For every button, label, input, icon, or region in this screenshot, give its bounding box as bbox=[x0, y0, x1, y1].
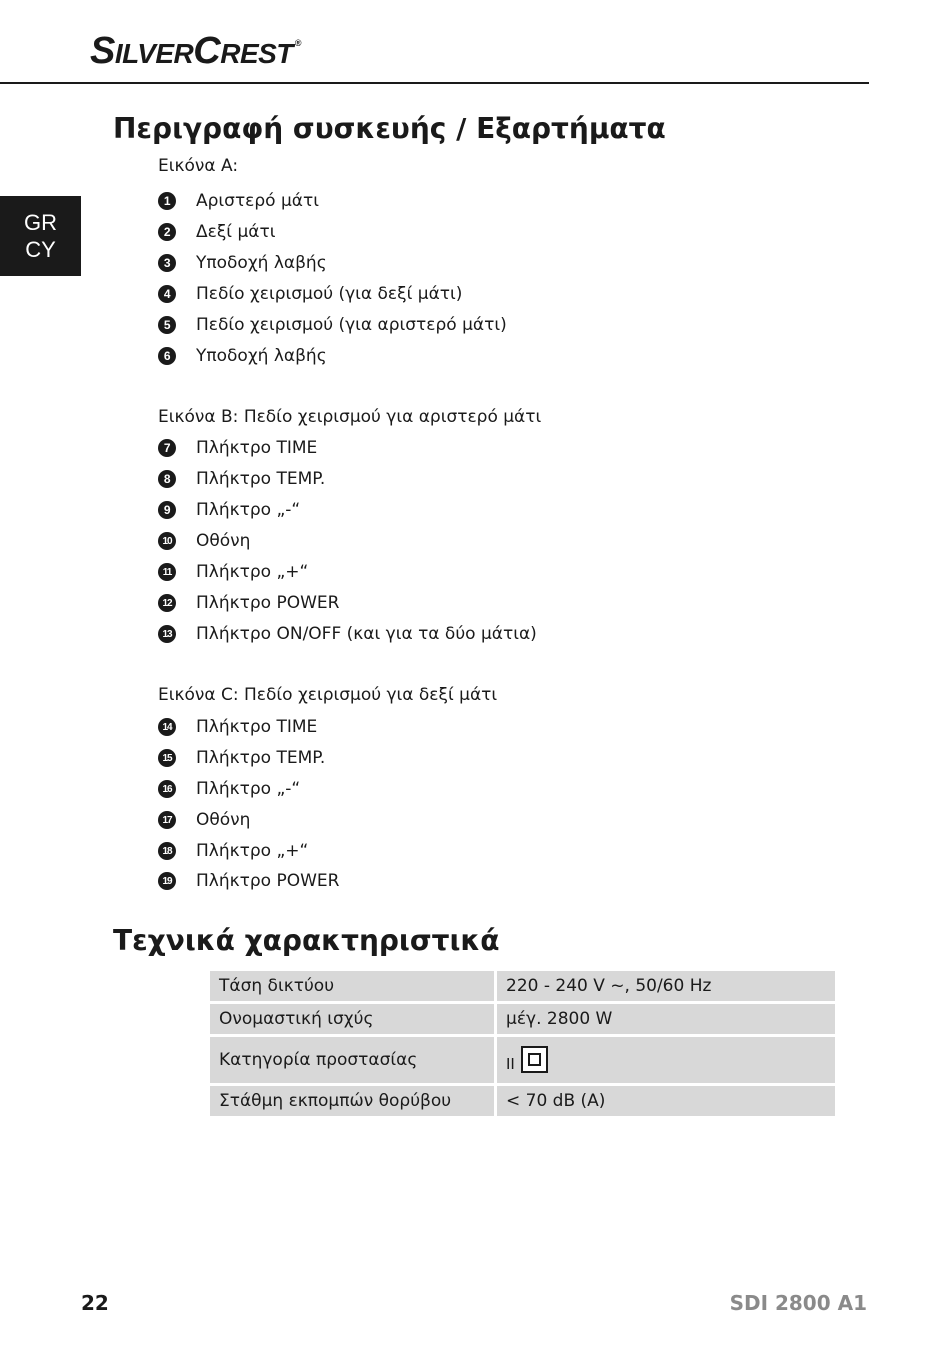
page-number: 22 bbox=[81, 1291, 109, 1315]
item-label: Πλήκτρο „+“ bbox=[196, 841, 309, 861]
item-number-badge: 14 bbox=[158, 718, 176, 736]
table-row bbox=[210, 1004, 835, 1037]
item-number-badge: 8 bbox=[158, 470, 176, 488]
item-number-badge: 1 bbox=[158, 192, 176, 210]
list-item bbox=[158, 591, 339, 615]
item-label: Πλήκτρο TEMP. bbox=[196, 469, 326, 489]
list-item bbox=[158, 746, 325, 770]
item-number-badge: 9 bbox=[158, 501, 176, 519]
figure-b-caption: Εικόνα B: Πεδίο χειρισμού για αριστερό μάτι bbox=[158, 407, 542, 427]
table-row bbox=[210, 1086, 835, 1119]
list-item bbox=[158, 189, 319, 213]
item-number-badge: 7 bbox=[158, 439, 176, 457]
item-number-badge: 15 bbox=[158, 749, 176, 767]
item-number-badge: 16 bbox=[158, 780, 176, 798]
list-item bbox=[158, 467, 325, 491]
list-item bbox=[158, 715, 317, 739]
table-key-cell: Ονομαστική ισχύς bbox=[210, 1004, 497, 1037]
protection-class-ii-icon bbox=[506, 1046, 548, 1073]
list-item bbox=[158, 251, 327, 275]
list-item bbox=[158, 808, 250, 832]
item-label: Πλήκτρο TEMP. bbox=[196, 748, 326, 768]
item-label: Πεδίο χειρισμού (για αριστερό μάτι) bbox=[196, 315, 507, 335]
list-item bbox=[158, 622, 537, 646]
item-label: Πλήκτρο POWER bbox=[196, 593, 340, 613]
item-number-badge: 11 bbox=[158, 563, 176, 581]
protection-class-value: II bbox=[506, 1055, 515, 1073]
technical-data-table bbox=[210, 971, 835, 1119]
item-label: Πλήκτρο „+“ bbox=[196, 562, 309, 582]
item-number-badge: 10 bbox=[158, 532, 176, 550]
item-label: Οθόνη bbox=[196, 531, 251, 551]
model-number: SDI 2800 A1 bbox=[729, 1291, 867, 1315]
item-number-badge: 17 bbox=[158, 811, 176, 829]
section-title-description: Περιγραφή συσκευής / Εξαρτήματα bbox=[113, 112, 666, 145]
list-item bbox=[158, 560, 308, 584]
list-item bbox=[158, 529, 250, 553]
item-label: Πλήκτρο TIME bbox=[196, 438, 318, 458]
item-number-badge: 13 bbox=[158, 625, 176, 643]
language-code-cy: CY bbox=[25, 237, 56, 262]
table-key-cell: Κατηγορία προστασίας bbox=[210, 1037, 497, 1086]
figure-a-caption: Εικόνα A: bbox=[158, 156, 239, 176]
item-number-badge: 4 bbox=[158, 285, 176, 303]
section-title-technical-data: Τεχνικά χαρακτηριστικά bbox=[113, 924, 500, 957]
item-label: Αριστερό μάτι bbox=[196, 191, 319, 211]
item-number-badge: 6 bbox=[158, 347, 176, 365]
language-tab bbox=[0, 196, 81, 276]
table-key-cell: Στάθμη εκπομπών θορύβου bbox=[210, 1086, 497, 1119]
list-item bbox=[158, 436, 317, 460]
item-number-badge: 19 bbox=[158, 872, 176, 890]
list-item bbox=[158, 777, 300, 801]
item-label: Υποδοχή λαβής bbox=[196, 253, 327, 273]
table-key-cell: Τάση δικτύου bbox=[210, 971, 497, 1004]
figure-c-caption: Εικόνα C: Πεδίο χειρισμού για δεξί μάτι bbox=[158, 685, 498, 705]
table-value-cell: μέγ. 2800 W bbox=[497, 1004, 835, 1037]
item-label: Πλήκτρο TIME bbox=[196, 717, 318, 737]
item-label: Πλήκτρο ON/OFF (και για τα δύο μάτια) bbox=[196, 624, 537, 644]
item-label: Δεξί μάτι bbox=[196, 222, 276, 242]
list-item bbox=[158, 344, 327, 368]
item-number-badge: 3 bbox=[158, 254, 176, 272]
table-value-cell: 220 - 240 V ~, 50/60 Hz bbox=[497, 971, 835, 1004]
item-number-badge: 5 bbox=[158, 316, 176, 334]
language-code-gr: GR bbox=[24, 210, 57, 235]
list-item bbox=[158, 869, 339, 893]
table-row bbox=[210, 971, 835, 1004]
item-number-badge: 2 bbox=[158, 223, 176, 241]
table-value-cell: < 70 dB (A) bbox=[497, 1086, 835, 1119]
silvercrest-logo: SILVERCREST ® bbox=[90, 30, 302, 72]
item-label: Πλήκτρο „-“ bbox=[196, 779, 301, 799]
header-divider bbox=[0, 82, 869, 84]
table-row bbox=[210, 1037, 835, 1086]
item-number-badge: 12 bbox=[158, 594, 176, 612]
item-label: Πλήκτρο „-“ bbox=[196, 500, 301, 520]
list-item bbox=[158, 313, 507, 337]
item-number-badge: 18 bbox=[158, 842, 176, 860]
table-value-cell bbox=[497, 1037, 835, 1086]
list-item bbox=[158, 282, 462, 306]
item-label: Πλήκτρο POWER bbox=[196, 871, 340, 891]
item-label: Πεδίο χειρισμού (για δεξί μάτι) bbox=[196, 284, 463, 304]
list-item bbox=[158, 498, 300, 522]
list-item bbox=[158, 839, 308, 863]
item-label: Οθόνη bbox=[196, 810, 251, 830]
item-label: Υποδοχή λαβής bbox=[196, 346, 327, 366]
list-item bbox=[158, 220, 275, 244]
double-square-icon bbox=[521, 1046, 548, 1073]
